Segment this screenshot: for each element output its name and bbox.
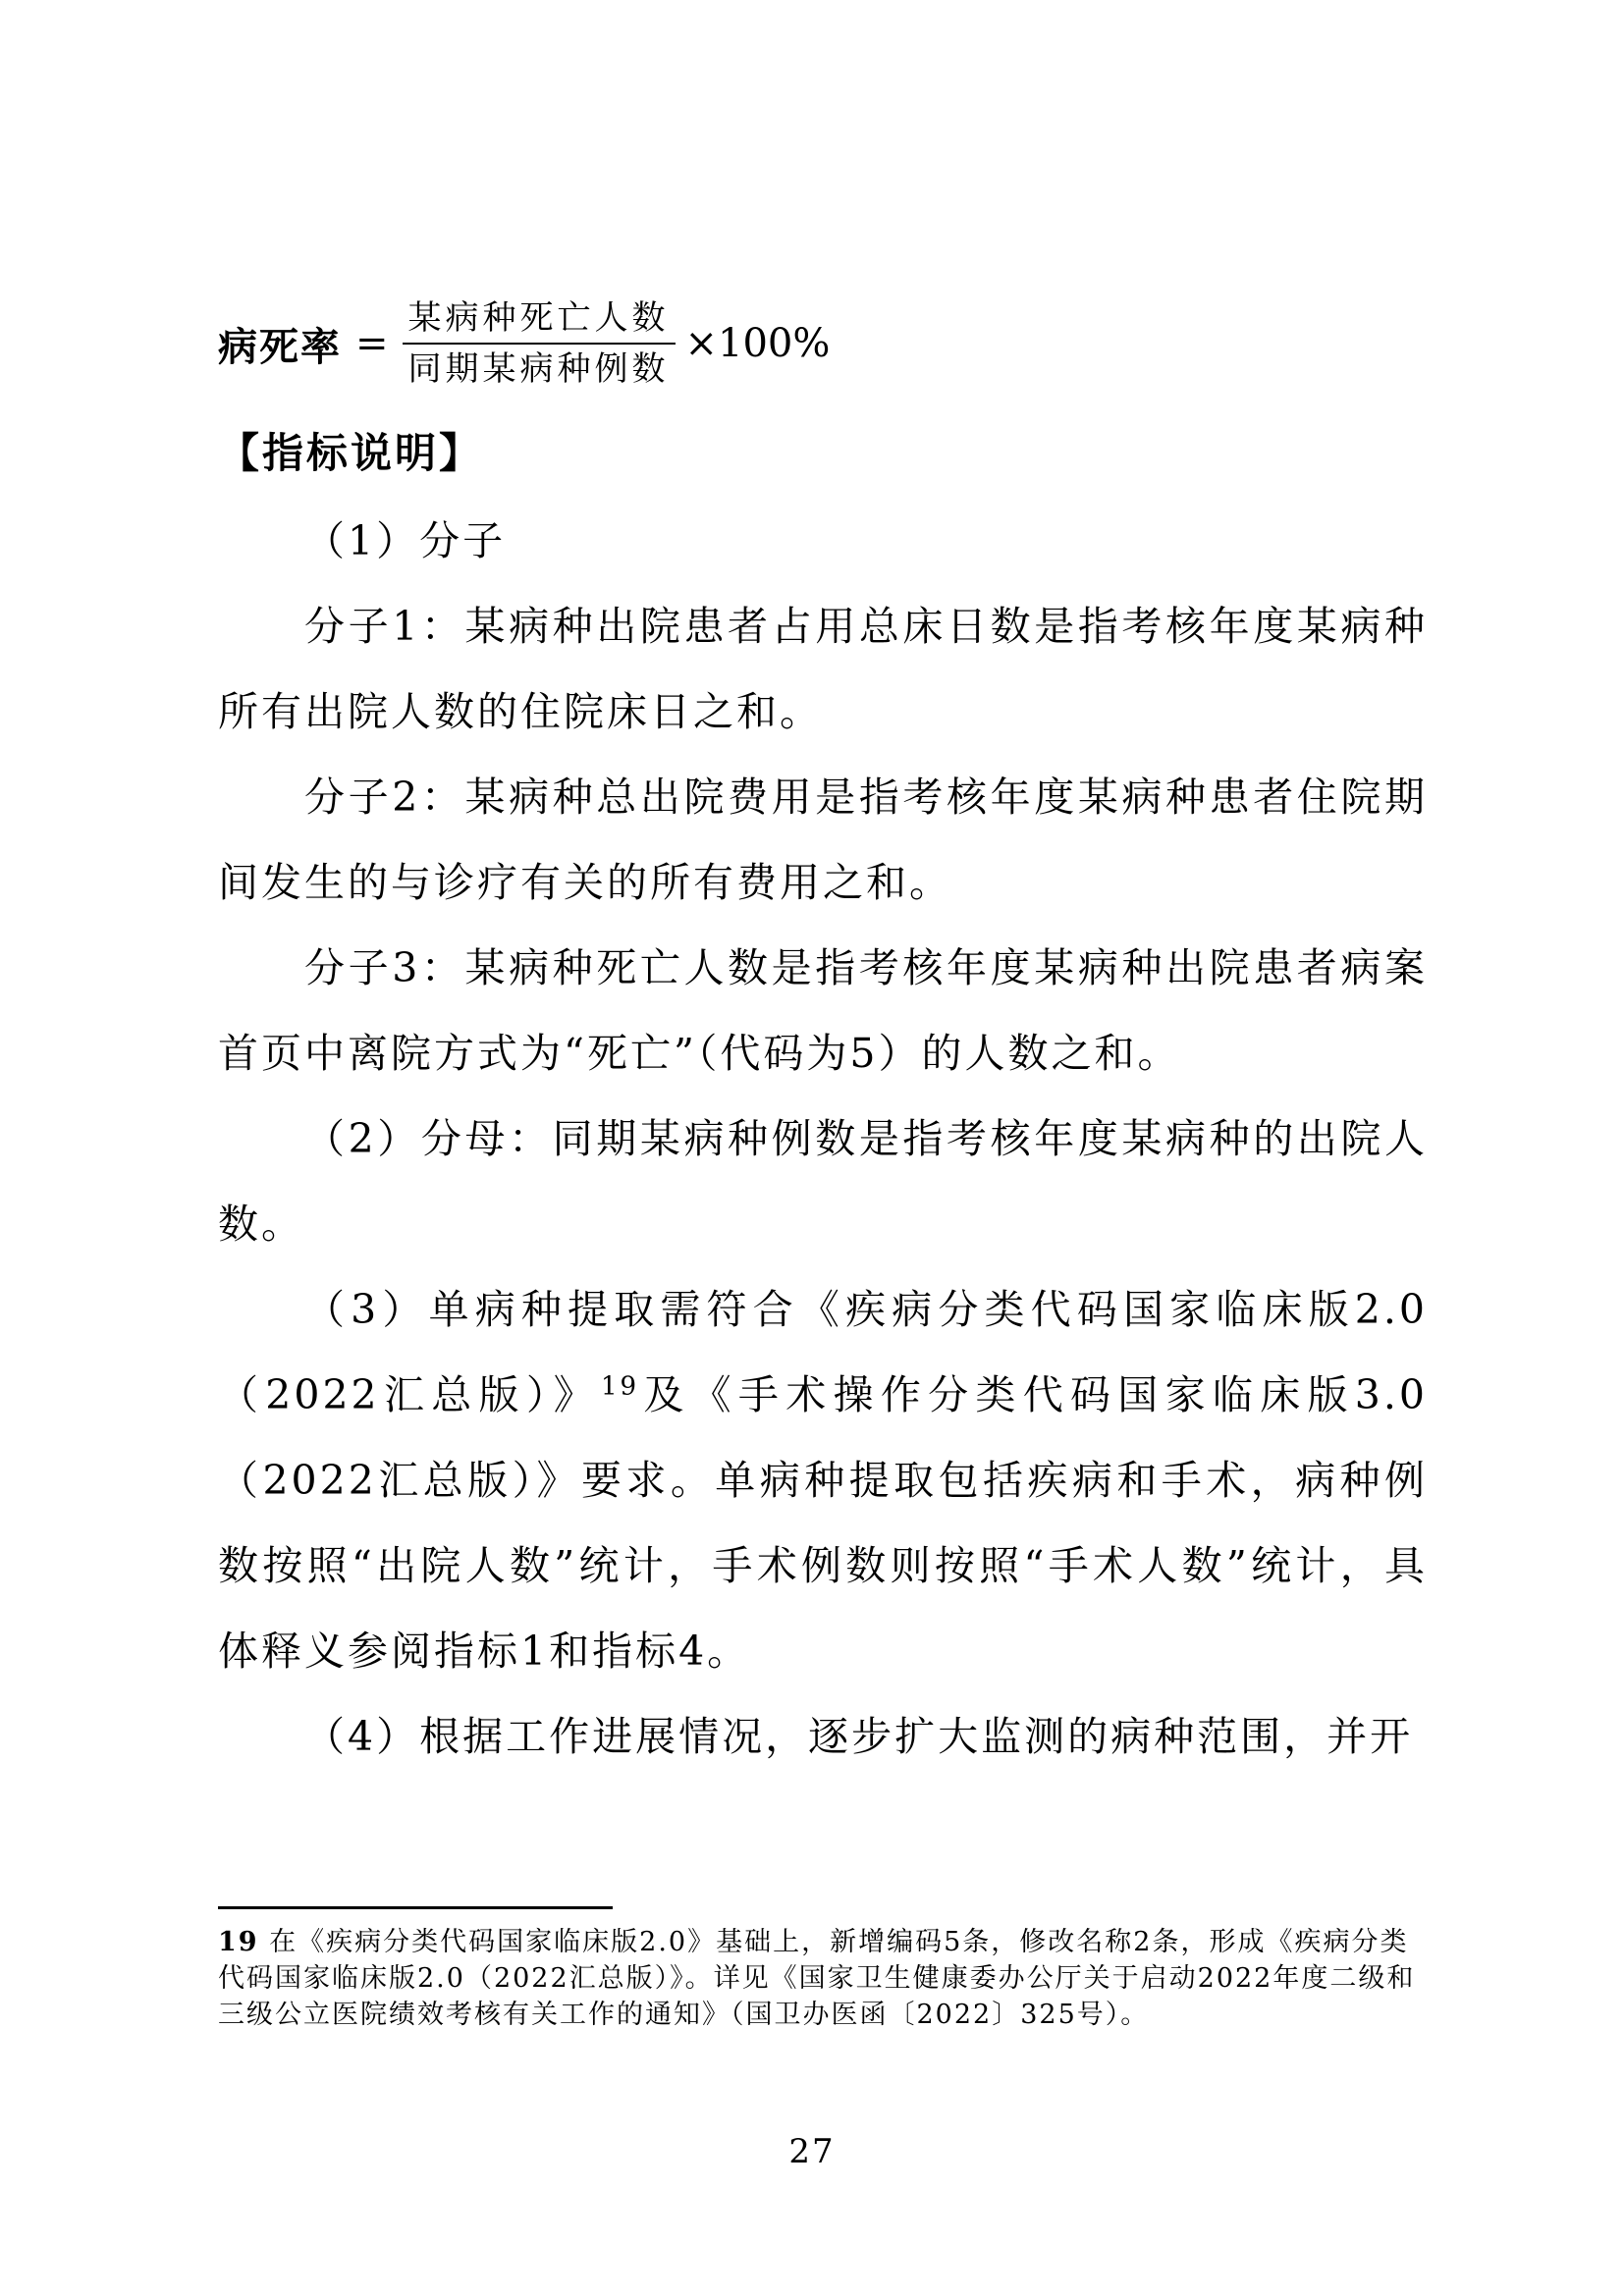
page-number: 27 (788, 2132, 836, 2171)
footnote-separator (218, 1906, 613, 1909)
paragraph-numerator-3: 分子3：某病种死亡人数是指考核年度某病种出院患者病案首页中离院方式为“死亡”（代码为5）的人数之和。 (218, 944, 1428, 1077)
footnote-reference: 19 (600, 1371, 640, 1402)
section-heading: 【指标说明】 (218, 429, 484, 477)
formula-multiplier: ×100% (684, 321, 831, 366)
paragraph-numerator-1: 分子1：某病种出院患者占用总床日数是指考核年度某病种所有出院人数的住院床日之和。 (218, 603, 1428, 735)
formula-fraction (403, 294, 676, 394)
paragraph-extraction-text-2: 及《手术操作分类代码国家临床版3.0（2022汇总版）》要求。单病种提取包括疾病和手术，病种例数按照“出院人数”统计，手术例数则按照“手术人数”统计，具体释义参阅指标1和指标4。 (218, 1371, 1429, 1675)
formula-equals: = (355, 321, 389, 366)
footnote-number: 19 (218, 1927, 259, 1957)
footnote (218, 1924, 1428, 2033)
paragraph-scope-expansion: （4）根据工作进展情况，逐步扩大监测的病种范围，并开 (304, 1713, 1414, 1760)
paragraph-numerator-2: 分子2：某病种总出院费用是指考核年度某病种患者住院期间发生的与诊疗有关的所有费用之和。 (218, 774, 1428, 906)
formula-mortality-rate (218, 285, 830, 402)
paragraph-extraction-rules (218, 1267, 1428, 1694)
paragraph-denominator: （2）分母：同期某病种例数是指考核年度某病种的出院人数。 (218, 1115, 1428, 1248)
formula-denominator: 同期某病种例数 (407, 349, 670, 389)
formula-numerator: 某病种死亡人数 (407, 298, 670, 338)
formula-lhs: 病死率 (218, 324, 342, 370)
paragraph-extraction-text-1: （3）单病种提取需符合《疾病分类代码国家临床版2.0（2022汇总版）》 (218, 1286, 1428, 1418)
footnote-text: 在《疾病分类代码国家临床版2.0》基础上，新增编码5条，修改名称2条，形成《疾病分类代码国家临床版2.0（2022汇总版）》。详见《国家卫生健康委办公厅关于启动2022年度二级和三级公立医院绩效考核有关工作的通知》（国卫办医函〔2022〕325号）。 (218, 1927, 1416, 2030)
paragraph-numerator-title: （1）分子 (304, 517, 507, 564)
